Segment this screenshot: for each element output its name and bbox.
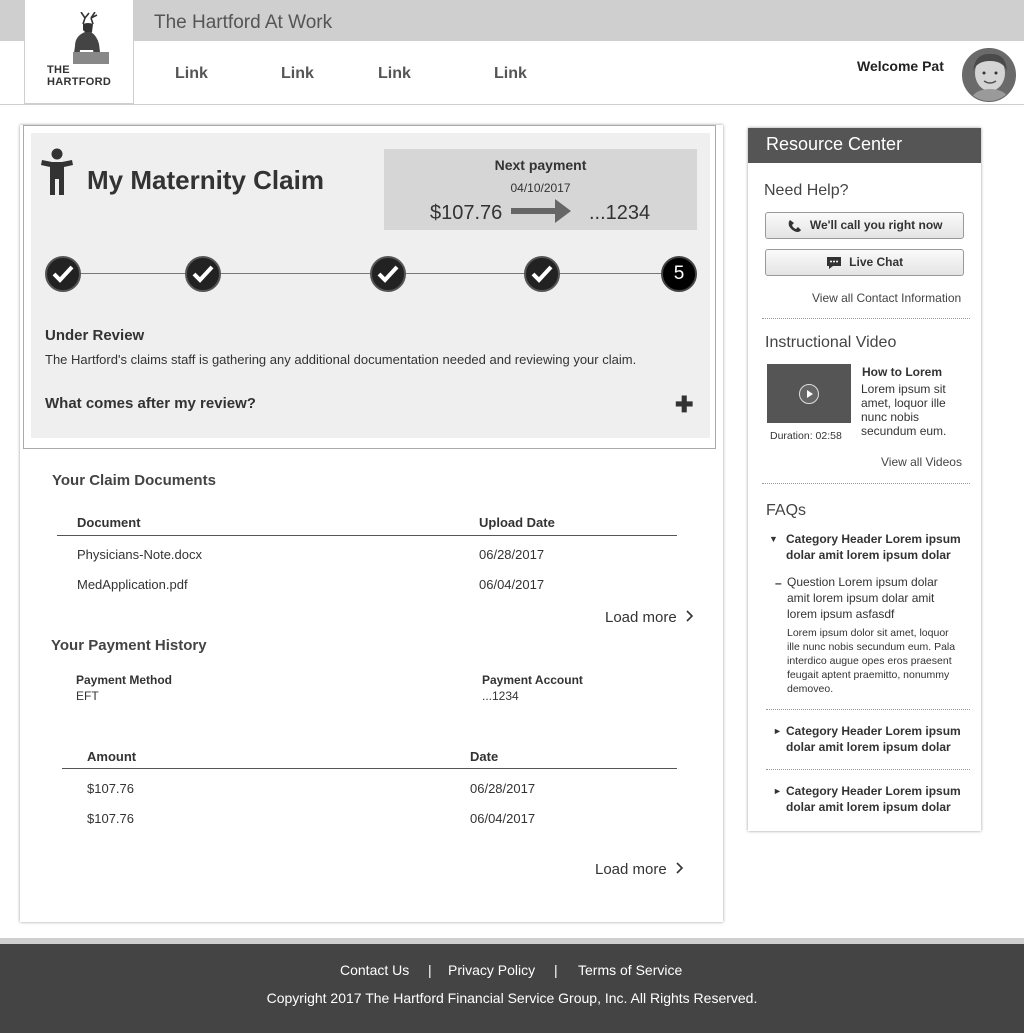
document-link[interactable]: Physicians-Note.docx bbox=[77, 547, 202, 562]
nav-link-3[interactable]: Link bbox=[378, 65, 411, 82]
documents-load-more[interactable] bbox=[605, 609, 695, 626]
faqs-heading: FAQs bbox=[766, 502, 807, 519]
payments-col-amount: Amount bbox=[87, 749, 137, 764]
payment-date: 06/04/2017 bbox=[470, 811, 536, 826]
view-all-videos-link[interactable]: View all Videos bbox=[881, 455, 962, 469]
divider bbox=[766, 769, 970, 770]
footer-separator: | bbox=[428, 962, 432, 978]
progress-step-3-complete bbox=[370, 256, 406, 292]
video-thumbnail[interactable] bbox=[767, 364, 851, 423]
footer-contact-link[interactable]: Contact Us bbox=[340, 962, 410, 978]
documents-title: Your Claim Documents bbox=[52, 472, 216, 489]
play-icon bbox=[799, 384, 819, 404]
plus-icon[interactable]: ✚ bbox=[675, 392, 694, 417]
caret-right-icon: ► bbox=[773, 786, 782, 796]
contact-info-link[interactable]: View all Contact Information bbox=[812, 291, 962, 305]
arrow-right-icon bbox=[511, 199, 571, 223]
faq-category[interactable]: Category Header Lorem ipsum dolar amit lorem ipsum dolar bbox=[786, 784, 961, 814]
next-payment-label: Next payment bbox=[494, 157, 587, 173]
footer-separator: | bbox=[554, 962, 558, 978]
caret-right-icon: ► bbox=[773, 726, 782, 736]
status-description: The Hartford's claims staff is gathering any additional documentation needed and reviewing your claim. bbox=[45, 352, 637, 367]
minus-icon: – bbox=[775, 576, 782, 590]
document-upload-date: 06/04/2017 bbox=[479, 577, 545, 592]
resource-center-header bbox=[748, 128, 981, 163]
app-title: The Hartford At Work bbox=[154, 12, 333, 33]
payments-header-divider bbox=[62, 768, 677, 769]
live-chat-button[interactable] bbox=[765, 249, 964, 276]
payment-history-title: Your Payment History bbox=[51, 637, 207, 654]
check-icon bbox=[52, 264, 74, 284]
need-help-heading: Need Help? bbox=[764, 182, 849, 199]
phone-icon bbox=[787, 219, 803, 233]
document-link[interactable]: MedApplication.pdf bbox=[77, 577, 188, 592]
nav-link-2[interactable]: Link bbox=[281, 65, 314, 82]
chevron-right-icon bbox=[675, 862, 685, 874]
next-payment-date: 04/10/2017 bbox=[510, 181, 571, 195]
video-title[interactable]: How to Lorem bbox=[862, 365, 942, 379]
progress-step-current: 5 bbox=[661, 256, 697, 292]
documents-load-more-label: Load more bbox=[605, 609, 677, 626]
claim-title: My Maternity Claim bbox=[87, 165, 324, 195]
nav-bar bbox=[0, 41, 1024, 105]
hartford-logo[interactable] bbox=[24, 0, 134, 104]
payment-method-label: Payment Method bbox=[76, 673, 173, 687]
divider bbox=[762, 483, 970, 484]
video-heading: Instructional Video bbox=[765, 334, 897, 351]
footer-terms-link[interactable]: Terms of Service bbox=[578, 962, 683, 978]
avatar[interactable] bbox=[962, 48, 1016, 102]
progress-step-4-complete bbox=[524, 256, 560, 292]
payment-amount: $107.76 bbox=[87, 811, 134, 826]
divider bbox=[762, 318, 970, 319]
caret-down-icon: ▼ bbox=[769, 534, 778, 544]
video-duration: Duration: 02:58 bbox=[770, 430, 842, 442]
call-me-button[interactable] bbox=[765, 212, 964, 239]
footer-privacy-link[interactable]: Privacy Policy bbox=[448, 962, 536, 978]
stag-logo-icon bbox=[45, 12, 121, 72]
payments-col-date: Date bbox=[470, 749, 499, 764]
logo-text-the: THE bbox=[47, 64, 70, 76]
call-me-label: We'll call you right now bbox=[809, 218, 943, 232]
logo-text-hartford: HARTFORD bbox=[47, 76, 112, 88]
payment-account-value: ...1234 bbox=[482, 689, 519, 703]
faq-answer: Lorem ipsum dolor sit amet, loquor ille nunc nobis secundum eum. Pala interdico augue opes eros praesent feugait aptent praemitto, nonummy demoveo. bbox=[787, 627, 956, 695]
faq-question[interactable]: Question Lorem ipsum dolar amit lorem ipsum dolar amit lorem ipsum asfasdf bbox=[787, 575, 938, 621]
payment-account-label: Payment Account bbox=[482, 673, 583, 687]
divider bbox=[766, 709, 970, 710]
payments-load-more[interactable] bbox=[595, 861, 685, 878]
after-review-toggle[interactable]: What comes after my review? bbox=[45, 395, 256, 412]
document-upload-date: 06/28/2017 bbox=[479, 547, 545, 562]
payment-amount: $107.76 bbox=[87, 781, 134, 796]
footer bbox=[0, 944, 1024, 1033]
chat-bubble-icon bbox=[826, 256, 842, 270]
check-icon bbox=[531, 264, 553, 284]
next-payment-amount: $107.76 bbox=[430, 202, 503, 224]
check-icon bbox=[377, 264, 399, 284]
documents-header-divider bbox=[57, 535, 677, 536]
next-payment-account: ...1234 bbox=[589, 202, 651, 224]
payments-load-more-label: Load more bbox=[595, 861, 667, 878]
person-icon bbox=[40, 148, 74, 196]
check-icon bbox=[192, 264, 214, 284]
welcome-text: Welcome Pat bbox=[857, 58, 944, 74]
payment-method-value: EFT bbox=[76, 689, 99, 703]
next-payment-box bbox=[384, 149, 697, 230]
chevron-right-icon bbox=[685, 610, 695, 622]
video-description: Lorem ipsum sit amet, loquor ille nunc nobis secundum eum. bbox=[861, 382, 947, 438]
copyright-text: Copyright 2017 The Hartford Financial Service Group, Inc. All Rights Reserved. bbox=[266, 990, 758, 1006]
nav-link-1[interactable]: Link bbox=[175, 65, 208, 82]
faq-category[interactable]: Category Header Lorem ipsum dolar amit lorem ipsum dolar bbox=[786, 532, 961, 562]
progress-step-2-complete bbox=[185, 256, 221, 292]
progress-step-1-complete bbox=[45, 256, 81, 292]
documents-col-document: Document bbox=[77, 515, 141, 530]
nav-link-4[interactable]: Link bbox=[494, 65, 527, 82]
live-chat-label: Live Chat bbox=[849, 255, 904, 269]
status-title: Under Review bbox=[45, 327, 145, 344]
top-bar bbox=[0, 0, 1024, 41]
documents-col-upload-date: Upload Date bbox=[479, 515, 555, 530]
resource-center-title: Resource Center bbox=[766, 134, 903, 154]
payment-date: 06/28/2017 bbox=[470, 781, 536, 796]
faq-category[interactable]: Category Header Lorem ipsum dolar amit lorem ipsum dolar bbox=[786, 724, 961, 754]
